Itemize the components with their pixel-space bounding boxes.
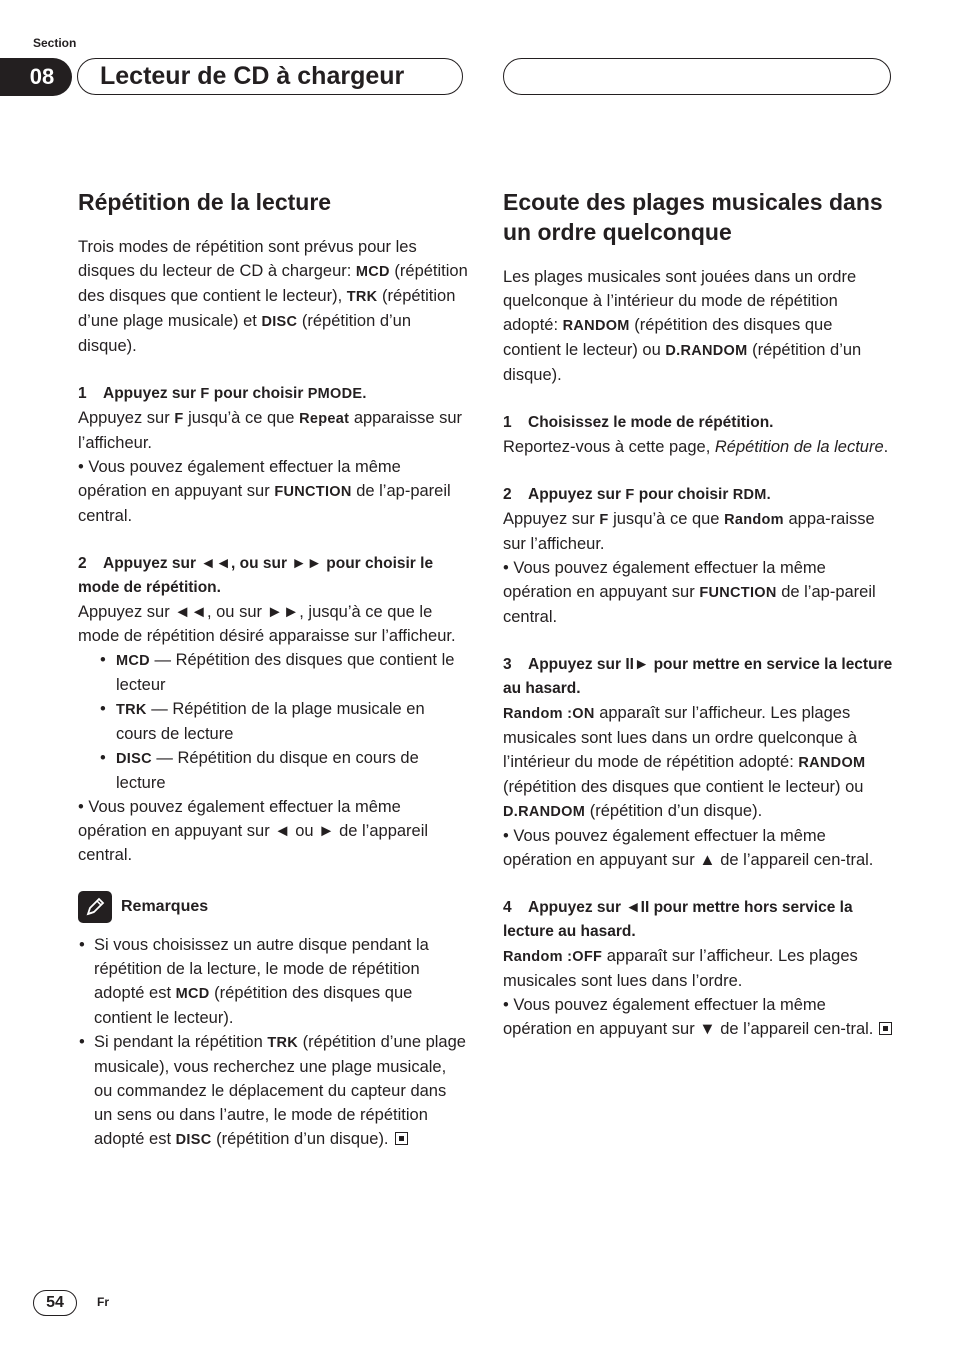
text: (répétition d’une plage musicale) et (78, 287, 456, 330)
text: • Vous pouvez également effectuer la même opération en appuyant sur (503, 559, 826, 601)
text: Appuyez sur (528, 486, 626, 503)
text: — Répétition du disque en cours de lecture (116, 749, 419, 792)
step-1-body (503, 435, 893, 459)
text: apparaît sur l’afficheur. Les plages musicales sont lues dans un ordre quelconque à l’intérieur du mode de répétition adopté: (503, 704, 858, 771)
step-4-body (503, 944, 893, 993)
remarks-list (78, 933, 468, 1152)
keyword: RANDOM (798, 755, 866, 771)
text: apparaisse sur l’afficheur. (78, 409, 463, 452)
step-number: 2 (78, 555, 87, 572)
remarks-title: Remarques (121, 898, 209, 915)
text: (répétition d’un disque). (503, 341, 862, 384)
text: (répétition d’un disque). (78, 312, 412, 355)
step-number: 3 (503, 656, 512, 673)
text: — Répétition des disques que contient le lecteur (116, 651, 455, 694)
keyword: FUNCTION (274, 484, 352, 500)
repeat-mode-list (78, 648, 468, 795)
keyword: MCD (116, 653, 150, 669)
text: apparaît sur l’afficheur. Les plages musicales sont lues dans l’ordre. (503, 947, 858, 990)
chapter-title: Lecteur de CD à chargeur (77, 58, 463, 95)
text: Appuyez sur ◄◄, ou sur ►► pour choisir le mode de répétition. (78, 555, 434, 596)
text: — Répétition de la plage musicale en cours de lecture (116, 700, 425, 743)
text: • Vous pouvez également effectuer la même opération en appuyant sur (78, 458, 401, 500)
keyword: DISC (116, 751, 152, 767)
cross-reference: Répétition de la lecture (714, 438, 884, 456)
right-heading: Ecoute des plages musicales dans un ordre quelconque (503, 189, 883, 245)
keyword: MCD (355, 264, 390, 280)
list-item (116, 648, 468, 697)
section-number: 08 (0, 58, 72, 96)
list-item (94, 933, 468, 1030)
keyword: F (599, 512, 609, 528)
text: (répétition d’un disque). (585, 802, 763, 820)
text: (répétition des disques que contient le lecteur). (94, 984, 413, 1027)
text: Si pendant la répétition (94, 1033, 268, 1051)
keyword: DISC (175, 1132, 212, 1148)
text: Choisissez le mode de répétition. (528, 414, 774, 431)
keyword: F (174, 411, 184, 427)
step-number: 1 (78, 385, 87, 402)
text: (répétition d’un disque). (211, 1130, 389, 1148)
text: (répétition d’une plage musicale), vous recherchez une plage musicale, ou commandez le déplacement du capteur dans un sens ou dans l’autre, le mode de répétition adopté est (94, 1033, 466, 1148)
keyword: MCD (175, 986, 210, 1002)
keyword: F (625, 487, 635, 503)
right-intro (503, 265, 893, 387)
keyword: RANDOM (562, 318, 630, 334)
step-2-heading (503, 483, 893, 507)
text: Appuyez sur (78, 409, 175, 427)
text: Les plages musicales sont jouées dans un ordre quelconque à l’intérieur du mode de répétition adopté: (503, 268, 857, 334)
list-item (94, 1030, 468, 1152)
keyword: TRK (346, 289, 378, 305)
page-number: 54 (33, 1290, 77, 1316)
header-empty-box (503, 58, 891, 95)
keyword: RDM. (732, 487, 771, 503)
end-mark-icon (395, 1132, 408, 1145)
text: jusqu’à ce que (608, 510, 725, 528)
text: . (883, 438, 889, 456)
step-number: 4 (503, 899, 512, 916)
keyword: D.RANDOM (503, 804, 586, 820)
text: (répétition des disques que contient le lecteur) ou (503, 778, 864, 796)
step-2-body: Appuyez sur ◄◄, ou sur ►►, jusqu’à ce que le mode de répétition désiré apparaisse sur l’afficheur. (78, 603, 456, 645)
list-item (116, 746, 468, 795)
text: (répétition des disques que contient le lecteur) ou (503, 316, 833, 359)
left-column (78, 187, 468, 1152)
step-3-note: • Vous pouvez également effectuer la même opération en appuyant sur ▲ de l’appareil cen-tral. (503, 827, 874, 869)
text: appa-raisse sur l’afficheur. (503, 510, 875, 553)
text: Si vous choisissez un autre disque pendant la répétition de la lecture, le mode de répétition adopté est (94, 936, 429, 1002)
step-3-body (503, 701, 893, 824)
step-1-note (78, 455, 468, 528)
keyword: F (200, 386, 210, 402)
pencil-icon (78, 891, 112, 923)
keyword: Random (724, 512, 784, 528)
keyword: PMODE. (307, 386, 367, 402)
text: Appuyez sur II► pour mettre en service la lecture au hasard. (503, 656, 893, 697)
step-2-note (503, 556, 893, 629)
step-4-heading (503, 896, 893, 944)
end-mark-icon (879, 1022, 892, 1035)
keyword: TRK (116, 702, 147, 718)
step-number: 1 (503, 414, 512, 431)
step-2-body (503, 507, 893, 556)
step-2-note: • Vous pouvez également effectuer la même opération en appuyant sur ◄ ou ► de l’appareil central. (78, 798, 429, 864)
left-intro (78, 235, 468, 358)
text: Appuyez sur ◄II pour mettre hors service la lecture au hasard. (503, 899, 853, 940)
keyword: DISC (261, 314, 298, 330)
text: Trois modes de répétition sont prévus pour les disques du lecteur de CD à chargeur: (78, 238, 417, 280)
step-1-heading (503, 411, 893, 435)
step-1-heading (78, 382, 468, 406)
keyword: FUNCTION (699, 585, 777, 601)
text: de l’ap-pareil central. (503, 583, 876, 626)
section-label: Section (33, 36, 77, 50)
text: (répétition des disques que contient le lecteur), (78, 262, 468, 305)
keyword: Random :ON (503, 706, 595, 722)
step-1-body (78, 406, 468, 455)
keyword: D.RANDOM (665, 343, 748, 359)
text: de l’ap-pareil central. (78, 482, 451, 525)
text: jusqu’à ce que (183, 409, 300, 427)
language-code: Fr (97, 1295, 109, 1309)
keyword: Repeat (299, 411, 350, 427)
text: Appuyez sur (103, 385, 201, 402)
list-item (116, 697, 468, 746)
text: Reportez-vous à cette page, (503, 438, 715, 456)
remarks-header (78, 891, 468, 923)
right-column (503, 187, 893, 1041)
text: • Vous pouvez également effectuer la même opération en appuyant sur ▼ de l’appareil cen-tral. (503, 996, 874, 1038)
text: pour choisir (209, 385, 308, 402)
keyword: TRK (267, 1035, 299, 1051)
left-heading: Répétition de la lecture (78, 189, 332, 215)
keyword: Random :OFF (503, 949, 603, 965)
step-2-heading (78, 552, 468, 600)
step-number: 2 (503, 486, 512, 503)
text: Appuyez sur (503, 510, 600, 528)
text: pour choisir (634, 486, 733, 503)
step-4-note (503, 993, 893, 1041)
step-3-heading (503, 653, 893, 701)
